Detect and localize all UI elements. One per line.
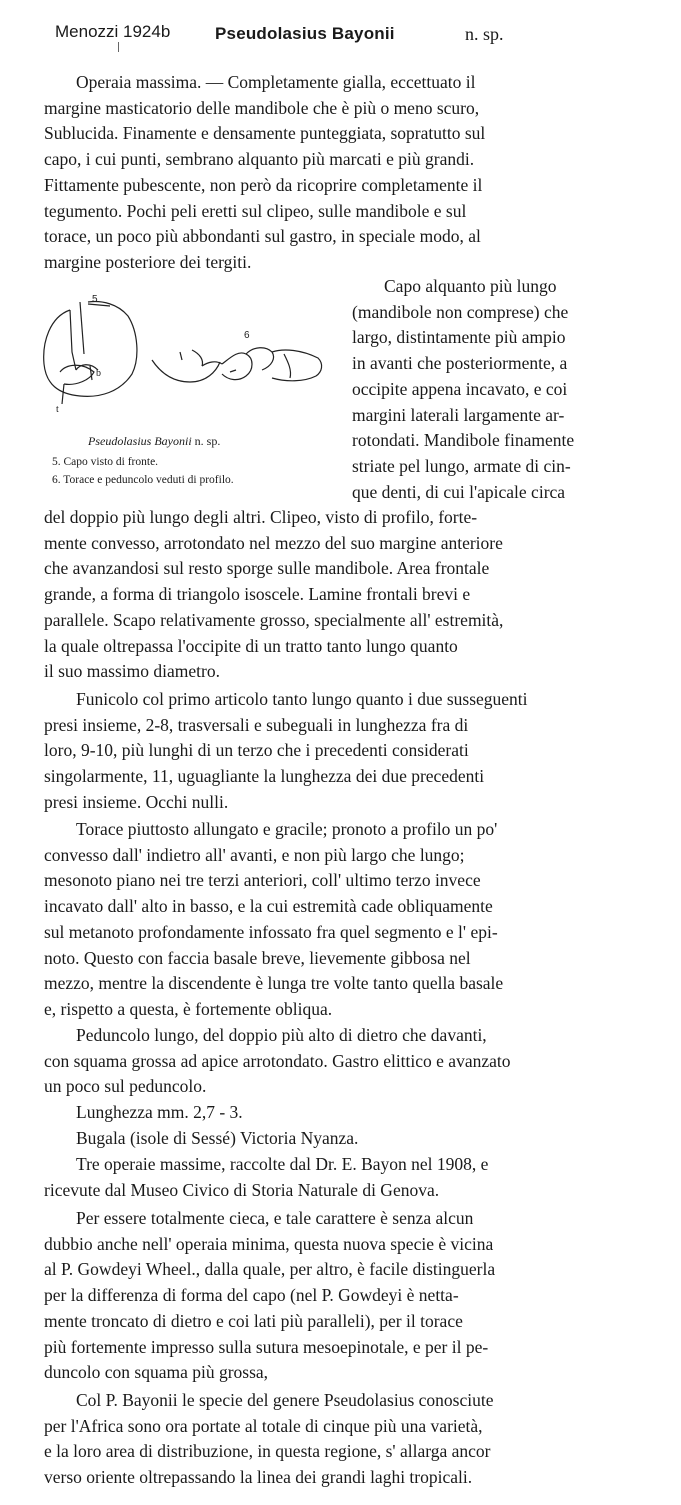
text-line: in avanti che posteriormente, a: [352, 353, 568, 374]
text-line-content: Per essere totalmente cieca, e tale carattere è senza alcun: [76, 1208, 474, 1228]
text-line: verso oriente oltrepassando la linea dei grandi laghi tropicali.: [44, 1467, 473, 1488]
figure-label-t: t: [56, 404, 59, 415]
text-line-content: Tre operaie massime, raccolte dal Dr. E. Bayon nel 1908, e: [76, 1154, 489, 1174]
text-line: parallele. Scapo relativamente grosso, specialmente all' estremità,: [44, 609, 504, 630]
thorax-profile-drawing: [152, 348, 322, 382]
figure-caption-5: 5. Capo visto di fronte.: [52, 456, 159, 468]
paragraph-thorax: [44, 817, 644, 1023]
paragraph-peduncle: [44, 1023, 644, 1100]
text-line: presi insieme. Occhi nulli.: [44, 791, 229, 812]
text-line: mezzo, mentre la discendente è lunga tre volte tanto quella basale: [44, 973, 504, 994]
text-line: [44, 1126, 644, 1152]
text-line: ricevute dal Museo Civico di Storia Naturale di Genova.: [44, 1179, 440, 1200]
text-line: singolarmente, 11, uguagliante la lunghezza dei due precedenti: [44, 766, 485, 787]
text-line: mente convesso, arrotondato nel mezzo del suo margine anteriore: [44, 532, 503, 553]
paragraph-description: [44, 70, 644, 276]
paragraph-collection: [44, 1152, 644, 1203]
text-line: margini laterali largamente ar-: [352, 404, 565, 425]
text-line-content: Lunghezza mm. 2,7 - 3.: [76, 1102, 243, 1122]
text-line-content: Funicolo col primo articolo tanto lungo quanto i due susseguenti: [76, 689, 528, 709]
text-line: [44, 1152, 644, 1178]
text-line: margine posteriore dei tergiti.: [44, 251, 252, 272]
text-line: più fortemente impresso sulla sutura mesoepinotale, e per il pe-: [44, 1336, 489, 1357]
paragraph-funicle: [44, 687, 644, 816]
text-line: [44, 1206, 644, 1232]
text-line: capo, i cui punti, sembrano alquanto più marcati e più grandi.: [44, 149, 475, 170]
paragraph-length: [44, 1100, 644, 1126]
paragraph-locality: [44, 1126, 644, 1152]
text-line: [44, 817, 644, 843]
text-line: la quale oltrepassa l'occipite di un tratto tanto lungo quanto: [44, 635, 458, 656]
figure-label-6: 6: [244, 330, 250, 341]
header-tick-mark: [118, 42, 119, 52]
text-line: rotondati. Mandibole finamente: [352, 430, 575, 451]
text-line: Fittamente pubescente, non però da ricoprire completamente il: [44, 174, 483, 195]
paragraph-head-continued: [44, 505, 644, 685]
text-line: (mandibole non comprese) che: [352, 301, 569, 322]
paragraph-comparison: [44, 1206, 644, 1386]
figure: [40, 292, 340, 502]
text-line: que denti, di cui l'apicale circa: [352, 481, 566, 502]
text-line-content: Peduncolo lungo, del doppio più alto di dietro che davanti,: [76, 1025, 487, 1045]
text-line: il suo massimo diametro.: [44, 661, 220, 682]
figure-caption-title: [88, 434, 220, 449]
text-line: mesonoto piano nei tre terzi anteriori, coll' ultimo terzo invece: [44, 870, 481, 891]
text-line: striate pel lungo, armate di cin-: [352, 455, 571, 476]
text-line: duncolo con squama più grossa,: [44, 1362, 269, 1383]
text-line: e la loro area di distribuzione, in questa regione, s' allarga ancor: [44, 1441, 491, 1462]
text-line: Sublucida. Finamente e densamente punteggiata, sopratutto sul: [44, 123, 486, 144]
page-header: [55, 20, 655, 50]
text-line: per la differenza di forma del capo (nel P. Gowdeyi è netta-: [44, 1285, 459, 1306]
text-line: margine masticatorio delle mandibole che è più o meno scuro,: [44, 97, 480, 118]
text-line-content: Torace piuttosto allungato e gracile; pronoto a profilo un po': [76, 819, 498, 839]
text-line: del doppio più lungo degli altri. Clipeo, visto di profilo, forte-: [44, 507, 478, 527]
text-line: tegumento. Pochi peli eretti sul clipeo, sulle mandibole e sul: [44, 200, 467, 221]
citation: Menozzi 1924b: [55, 22, 171, 41]
figure-caption-6: 6. Torace e peduncolo veduti di profilo.: [52, 474, 234, 486]
text-line: al P. Gowdeyi Wheel., dalla quale, per altro, è facile distinguerla: [44, 1259, 496, 1280]
text-line: sul metanoto profondamente infossato fra quel segmento e l' epi-: [44, 921, 498, 942]
text-line: noto. Questo con faccia basale breve, lievemente gibbosa nel: [44, 947, 471, 968]
text-line: [44, 1100, 644, 1126]
text-line: torace, un poco più abbondanti sul gastro, in speciale modo, al: [44, 226, 481, 247]
text-line: che avanzandosi sul resto sporge sulle mandibole. Area frontale: [44, 558, 490, 579]
text-line: [352, 274, 642, 300]
caption-nsp: n. sp.: [194, 434, 221, 448]
text-line: [44, 687, 644, 713]
text-line: [44, 70, 644, 96]
text-line-content: Bugala (isole di Sessé) Victoria Nyanza.: [76, 1128, 359, 1148]
text-line: largo, distintamente più ampio: [352, 327, 566, 348]
text-line: occipite appena incavato, e coi: [352, 378, 568, 399]
figure-label-5: 5: [92, 294, 98, 305]
text-line: convesso dall' indietro all' avanti, e non più largo che lungo;: [44, 844, 465, 865]
text-line: [44, 1023, 644, 1049]
text-line: presi insieme, 2-8, trasversali e subeguali in lunghezza fra di: [44, 714, 469, 735]
text-line-content: Operaia massima. — Completamente gialla, eccettuato il: [76, 72, 476, 92]
text-line: dubbio anche nell' operaia minima, questa nuova specie è vicina: [44, 1233, 494, 1254]
text-line: [44, 1388, 644, 1414]
text-line: incavato dall' alto in basso, e la cui estremità cade obliquamente: [44, 896, 493, 917]
species-title: Pseudolasius Bayonii: [215, 24, 395, 43]
text-line-content: Capo alquanto più lungo: [384, 276, 557, 296]
text-line: loro, 9-10, più lunghi di un terzo che i precedenti considerati: [44, 740, 469, 761]
text-line: un poco sul peduncolo.: [44, 1076, 207, 1097]
text-line: grande, a forma di triangolo isoscele. Lamine frontali brevi e: [44, 584, 471, 605]
paragraph-distribution: [44, 1388, 644, 1491]
paragraph-head-right: [352, 274, 642, 505]
text-line: con squama grossa ad apice arrotondato. Gastro elittico e avanzato: [44, 1050, 511, 1071]
text-line: e, rispetto a questa, è fortemente obliqua.: [44, 998, 333, 1019]
text-line: mente troncato di dietro e coi lati più paralleli), per il torace: [44, 1310, 463, 1331]
caption-species: Pseudolasius Bayonii: [88, 434, 192, 448]
figure-label-b: b: [96, 368, 101, 379]
text-line-content: Col P. Bayonii le specie del genere Pseudolasius conosciute: [76, 1390, 494, 1410]
ant-drawing: [40, 292, 340, 432]
head-front-drawing: [44, 302, 137, 404]
text-line: per l'Africa sono ora portate al totale di cinque più una varietà,: [44, 1415, 483, 1436]
new-species-mark: n. sp.: [465, 24, 504, 44]
